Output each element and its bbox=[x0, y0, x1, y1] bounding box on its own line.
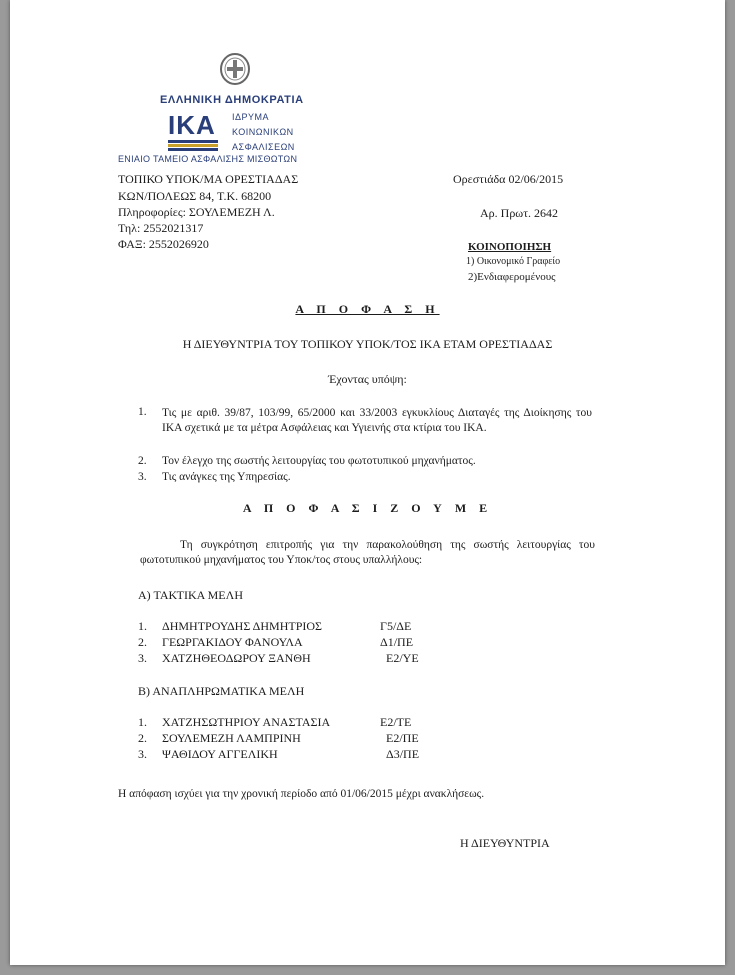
director-heading: Η ΔΙΕΥΘΥΝΤΡΙΑ ΤΟΥ ΤΟΠΙΚΟΥ ΥΠΟΚ/ΤΟΣ ΙΚΑ ΕΤΑΜ ΟΡΕΣΤΙΑΔΑΣ bbox=[182, 337, 553, 351]
member-number: 1. bbox=[138, 715, 147, 729]
member-number: 2. bbox=[138, 635, 147, 649]
sender-address: ΚΩΝ/ΠΟΛΕΩΣ 84, Τ.Κ. 68200 bbox=[118, 189, 272, 203]
list-number: 1. bbox=[138, 406, 147, 418]
sender-fax: ΦΑΞ: 2552026920 bbox=[118, 237, 209, 251]
consideration-text: Τις ανάγκες της Υπηρεσίας. bbox=[162, 471, 291, 483]
member-grade: Γ5/ΔΕ bbox=[380, 619, 412, 633]
member-grade: Ε2/ΤΕ bbox=[380, 715, 412, 729]
member-grade: Ε2/ΥΕ bbox=[386, 651, 419, 665]
logo-ika-text: ΙΚΑ bbox=[168, 110, 216, 140]
regular-members-heading: Α) ΤΑΚΤΙΚΑ ΜΕΛΗ bbox=[138, 588, 243, 602]
validity-statement: Η απόφαση ισχύει για την χρονική περίοδο από 01/06/2015 μέχρι ανακλήσεως. bbox=[118, 788, 485, 800]
considering-label: Έχοντας υπόψη: bbox=[328, 372, 407, 386]
signature-title: Η ΔΙΕΥΘΥΝΤΡΙΑ bbox=[460, 836, 550, 850]
logo-color-bars bbox=[168, 140, 218, 152]
member-grade: Δ1/ΠΕ bbox=[380, 635, 414, 649]
member-name: ΨΑΘΙΔΟΥ ΑΓΓΕΛΙΚΗ bbox=[162, 747, 278, 761]
member-name: ΓΕΩΡΓΑΚΙΔΟΥ ΦΑΝΟΥΛΑ bbox=[162, 635, 303, 649]
member-grade: Ε2/ΠΕ bbox=[386, 731, 419, 745]
member-name: ΣΟΥΛΕΜΕΖΗ ΛΑΜΠΡΙΝΗ bbox=[162, 731, 301, 745]
logo-bar bbox=[168, 144, 218, 147]
logo-org-line: ΙΔΡΥΜΑ bbox=[232, 112, 270, 122]
greek-emblem-icon bbox=[218, 52, 252, 86]
list-number: 3. bbox=[138, 471, 147, 483]
notification-title: ΚΟΙΝΟΠΟΙΗΣΗ bbox=[468, 241, 552, 253]
protocol-number: Αρ. Πρωτ. 2642 bbox=[480, 206, 559, 220]
logo-fund-text: ΕΝΙΑΙΟ ΤΑΜΕΙΟ ΑΣΦΑΛΙΣΗΣ ΜΙΣΘΩΤΩΝ bbox=[118, 154, 298, 164]
member-name: ΧΑΤΖΗΣΩΤΗΡΙΟΥ ΑΝΑΣΤΑΣΙΑ bbox=[162, 715, 331, 729]
member-name: ΧΑΤΖΗΘΕΟΔΩΡΟΥ ΞΑΝΘΗ bbox=[162, 651, 311, 665]
list-number: 2. bbox=[138, 455, 147, 467]
sender-office: ΤΟΠΙΚΟ ΥΠΟΚ/ΜΑ ΟΡΕΣΤΙΑΔΑΣ bbox=[118, 172, 299, 186]
we-decide-heading: Α Π Ο Φ Α Σ Ι Ζ Ο Υ Μ Ε bbox=[242, 501, 493, 515]
logo-bar bbox=[168, 148, 218, 151]
member-name: ΔΗΜΗΤΡΟΥΔΗΣ ΔΗΜΗΤΡΙΟΣ bbox=[162, 619, 323, 633]
sender-phone: Τηλ: 2552021317 bbox=[118, 221, 204, 235]
decision-title: Α Π Ο Φ Α Σ Η bbox=[295, 302, 440, 316]
notification-item: 1) Οικονομικό Γραφείο bbox=[466, 256, 561, 267]
member-number: 2. bbox=[138, 731, 147, 745]
document-page bbox=[10, 0, 725, 965]
logo-bar bbox=[168, 140, 218, 143]
alternate-members-heading: Β) ΑΝΑΠΛΗΡΩΜΑΤΙΚΑ ΜΕΛΗ bbox=[138, 684, 305, 698]
consideration-text: Τον έλεγχο της σωστής λειτουργίας του φωτοτυπικού μηχανήματος. bbox=[162, 455, 476, 467]
member-grade: Δ3/ΠΕ bbox=[386, 747, 420, 761]
document-date: Ορεστιάδα 02/06/2015 bbox=[453, 172, 564, 186]
logo-org-line: ΚΟΙΝΩΝΙΚΩΝ bbox=[232, 127, 294, 137]
sender-info: Πληροφορίες: ΣΟΥΛΕΜΕΖΗ Λ. bbox=[118, 205, 275, 219]
logo-org-line: ΑΣΦΑΛΙΣΕΩΝ bbox=[232, 142, 295, 152]
composition-paragraph: Τη συγκρότηση επιτροπής για την παρακολούθηση της σωστής λειτουργίας του φωτοτυπικού μηχανήματος του Υποκ/τος στους υπαλλήλους: bbox=[140, 539, 595, 566]
member-number: 3. bbox=[138, 651, 147, 665]
consideration-text: Τις με αριθ. 39/87, 103/99, 65/2000 και 33/2003 εγκυκλίους Διαταγές της Διοίκησης του ΙΚΑ σχετικά με τα μέτρα Ασφάλειας και Υγιεινής στα κτίρια του ΙΚΑ. bbox=[162, 407, 592, 434]
notification-item: 2)Ενδιαφερομένους bbox=[468, 271, 556, 283]
logo-republic-text: ΕΛΛΗΝΙΚΗ ΔΗΜΟΚΡΑΤΙΑ bbox=[160, 94, 304, 106]
member-number: 1. bbox=[138, 619, 147, 633]
member-number: 3. bbox=[138, 747, 147, 761]
